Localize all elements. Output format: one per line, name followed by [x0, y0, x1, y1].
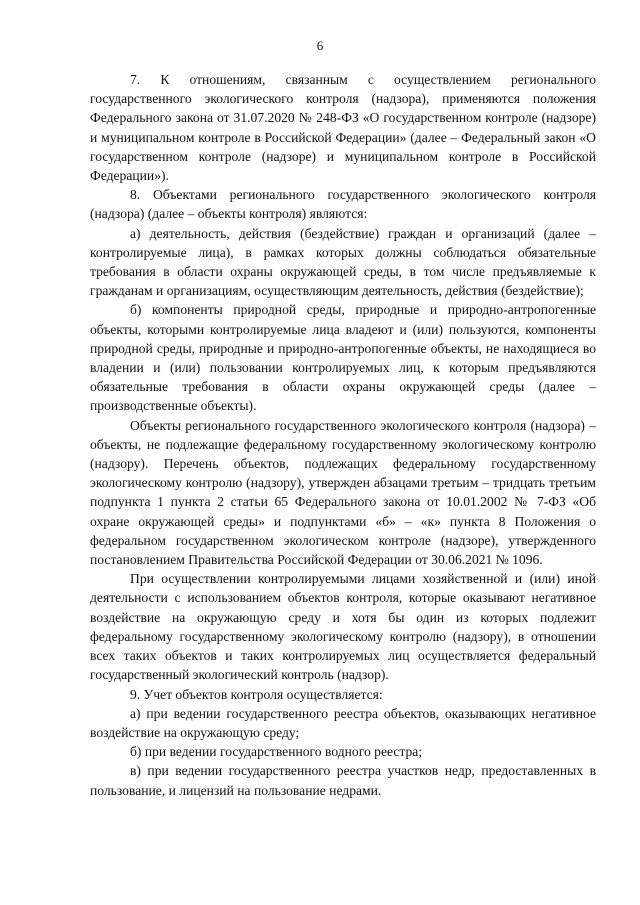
paragraph-objects-regional: Объекты регионального государственного экологического контроля (надзора) – объекты, не подлежащие федеральному государственному экологическому контролю (надзору). Перечень объектов, подлежащих федеральному государственному экологическому контролю (надзору), утвержден абзацами третьим – тридцать третьим подпункта 1 пункта 2 статьи 65 Федерального закона от 10.01.2002 № 7-ФЗ «Об охране окружающей среды» и подпунктами «б» – «к» пункта 8 Положения о федеральном государственном экологическом контроле (надзоре), утвержденного постановлением Правительства Российской Федерации от 30.06.2021 № 1096. [90, 417, 596, 568]
paragraph-9b: б) при ведении государственного водного реестра; [130, 744, 423, 760]
paragraph-9v: в) при ведении государственного реестра участков недр, предоставленных в пользование, и лицензий на пользование недрами. [90, 763, 596, 798]
paragraph-8: 8. Объектами регионального государственного экологического контроля (надзора) (далее – объекты контроля) являются: [90, 187, 596, 222]
page-number: 6 [316, 38, 324, 53]
document-body [90, 70, 596, 800]
paragraph-9: 9. Учет объектов контроля осуществляется: [130, 686, 383, 702]
paragraph-9a: а) при ведении государственного реестра объектов, оказывающих негативное воздействие на окружающую среду; [90, 705, 596, 740]
paragraph-8b: б) компоненты природной среды, природные и природно-антропогенные объекты, которыми контролируемые лица владеют и (или) пользуются, компоненты природной среды, природные и природно-антропогенные объекты, не находящиеся во владении и (или) пользовании контролируемых лиц, к которым предъявляются обязательные требования в области охраны окружающей среды (далее – производственные объекты). [90, 302, 596, 414]
paragraph-8a: а) деятельность, действия (бездействие) граждан и организаций (далее – контролируемые лица), в рамках которых должны соблюдаться обязательные требования в области охраны окружающей среды, в том числе предъявляемые к гражданам и организациям, осуществляющим деятельность, действия (бездействие); [90, 225, 596, 299]
paragraph-federal-control: При осуществлении контролируемыми лицами хозяйственной и (или) иной деятельности с использованием объектов контроля, которые оказывают негативное воздействие на окружающую среду и хотя бы один из которых подлежит федеральному государственному экологическому контролю (надзору), в отношении всех таких объектов и таких контролируемых лиц осуществляется федеральный государственный экологический контроль (надзор). [90, 571, 596, 683]
paragraph-7: 7. К отношениям, связанным с осуществлением регионального государственного экологического контроля (надзора), применяются положения Федерального закона от 31.07.2020 № 248-ФЗ «О государственном контроле (надзоре) и муниципальном контроле в Российской Федерации» (далее – Федеральный закон «О государственном контроле (надзоре) и муниципальном контроле в Российской Федерации»). [90, 72, 596, 184]
